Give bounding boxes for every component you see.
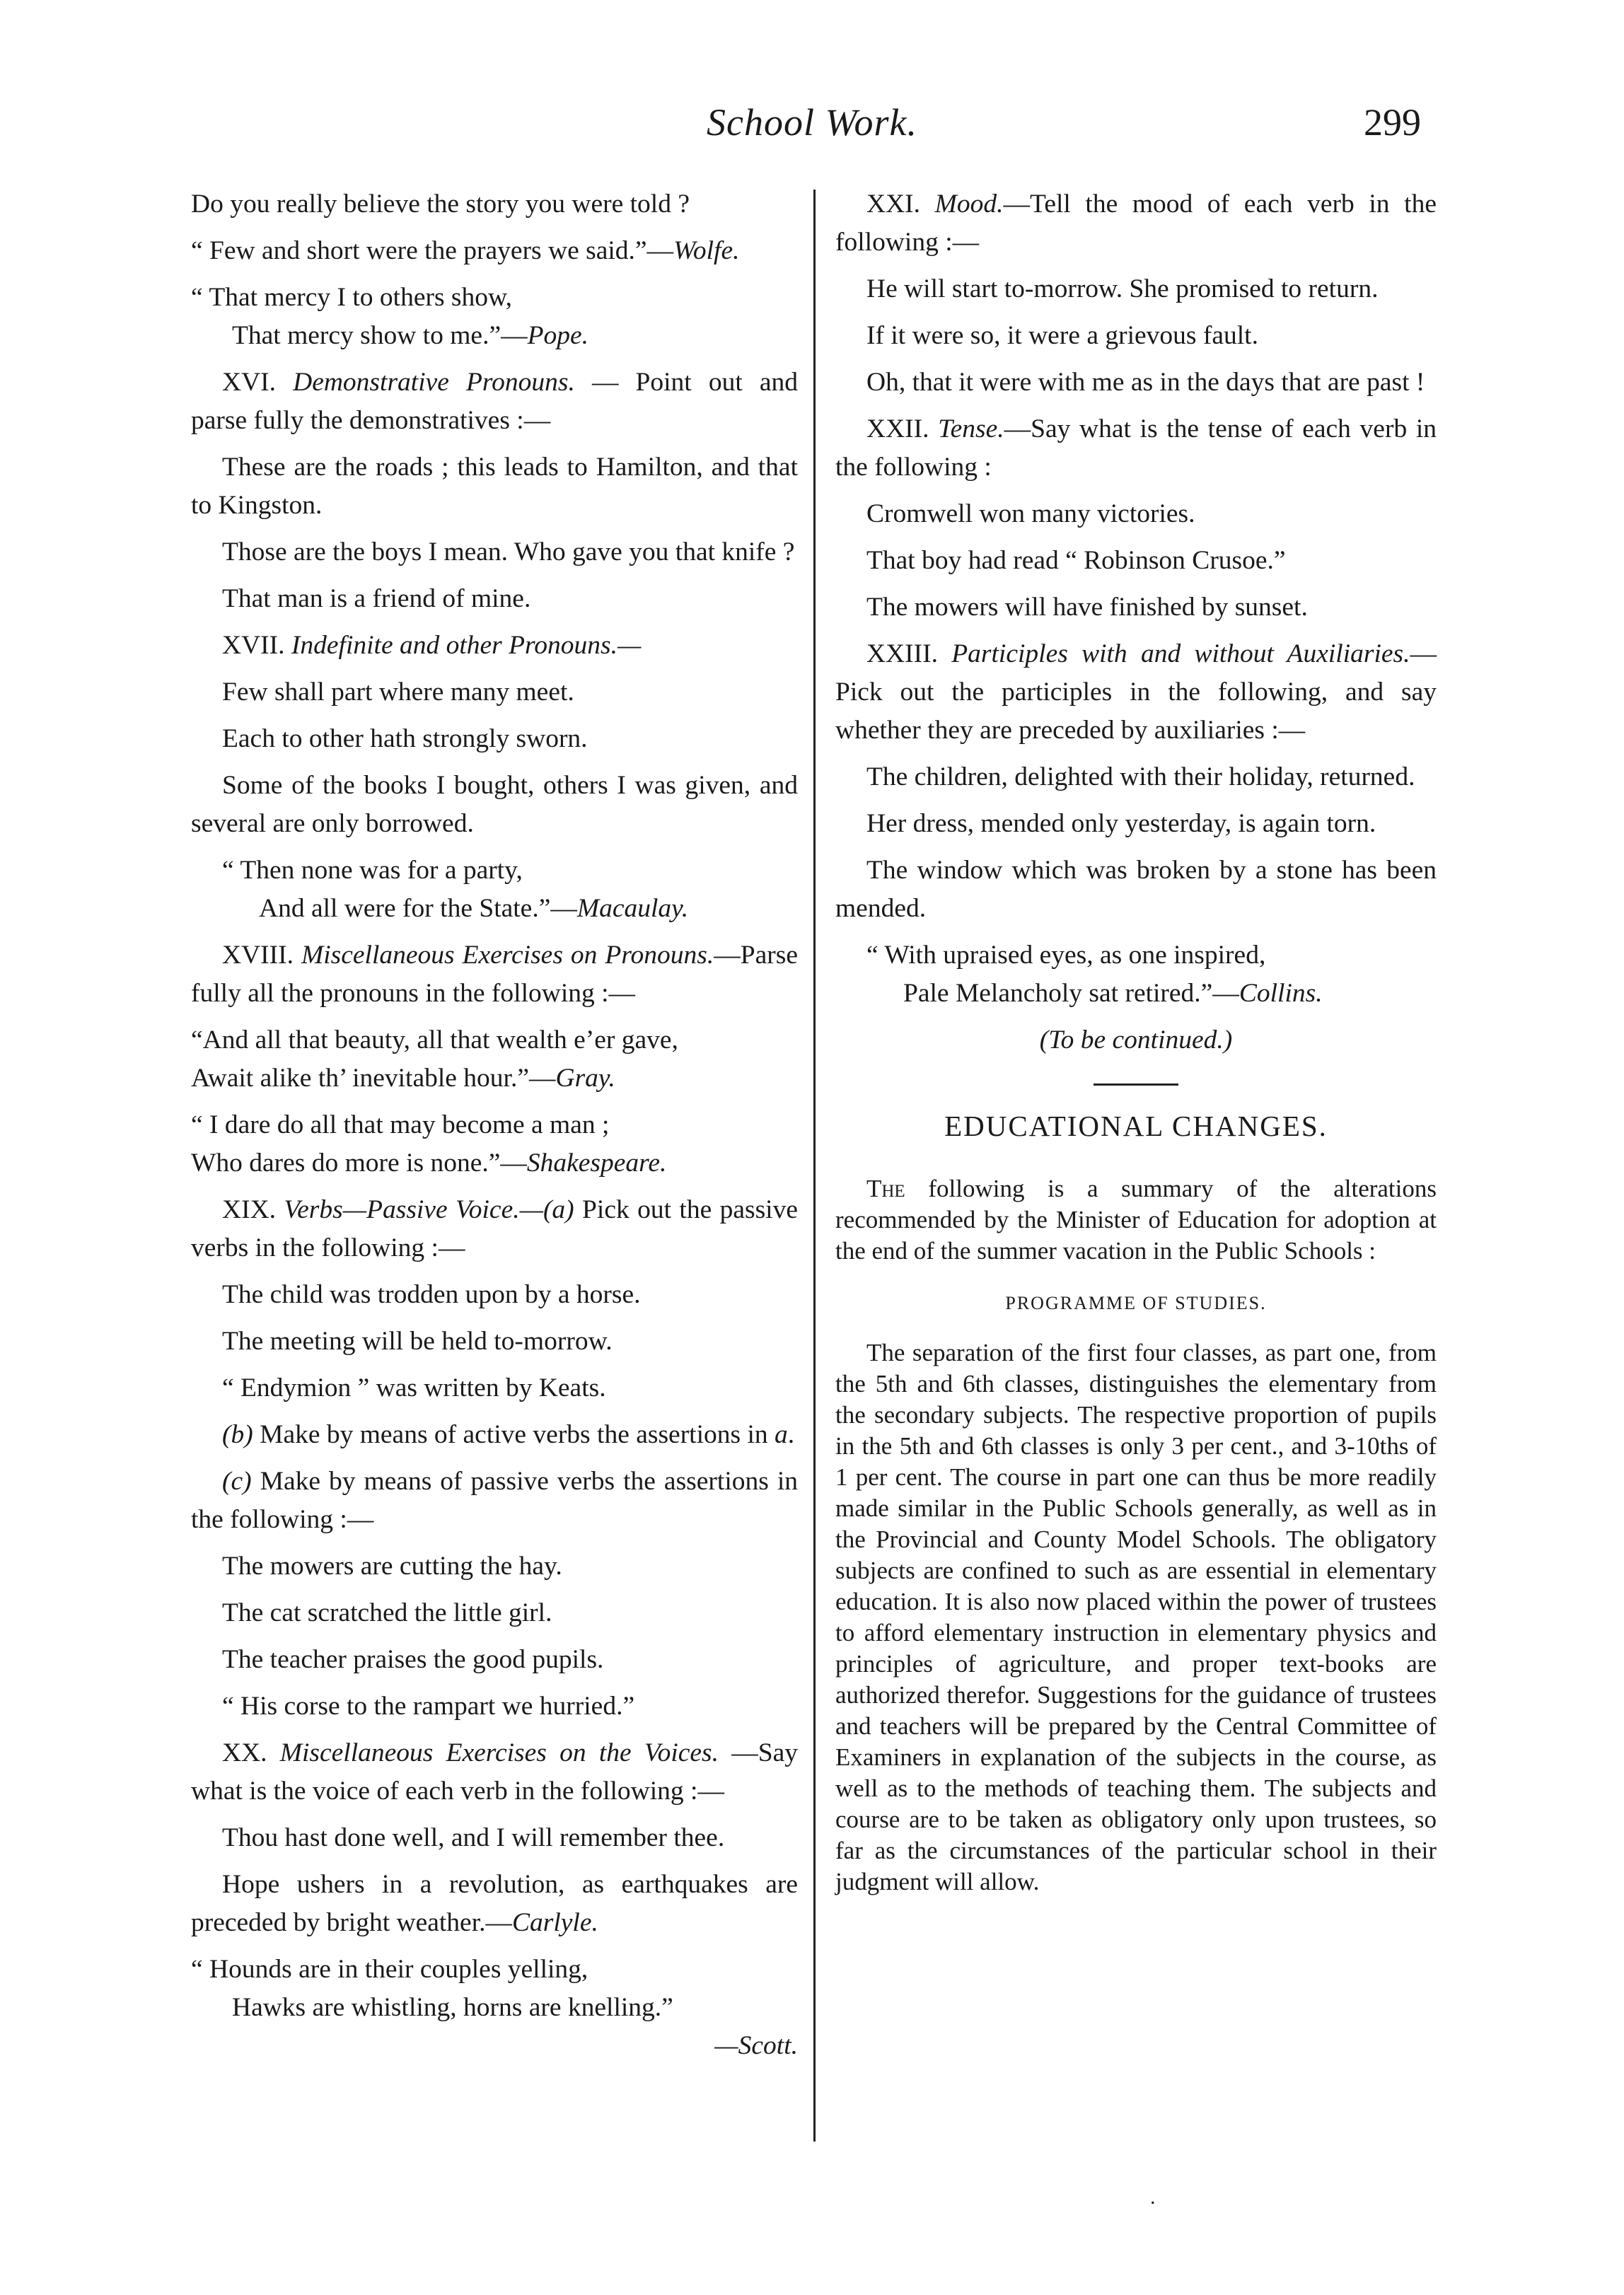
example-line: Those are the boys I mean. Who gave you that knife ? (222, 538, 795, 567)
quote-pope: “ That mercy I to others show, That mercy show to me.”—Pope. (191, 283, 589, 350)
quote-gray: “And all that beauty, all that wealth e’er gave, Await alike th’ inevitable hour.”—Gray. (191, 1026, 678, 1093)
intro-sentence: Do you really believe the story you were told ? (191, 190, 690, 219)
example-line: That man is a friend of mine. (222, 584, 531, 613)
page-number: 299 (1364, 101, 1421, 144)
quote-carlyle: Hope ushers in a revolution, as earthquakes are preceded by bright weather.—Carlyle. (191, 1870, 798, 1937)
bottom-mark: . (1150, 2185, 1156, 2209)
exercise-xx-heading: XX. Miscellaneous Exercises on the Voices. —Say what is the voice of each verb in the following :— (191, 1738, 798, 1806)
example-line: These are the roads ; this leads to Hamilton, and that to Kingston. (191, 453, 798, 520)
example-line: Some of the books I bought, others I was given, and several are only borrowed. (191, 771, 798, 838)
example-line: The window which was broken by a stone has been mended. (835, 856, 1437, 923)
example-line: The mowers are cutting the hay. (222, 1552, 562, 1581)
to-be-continued: (To be continued.) (1039, 1026, 1233, 1054)
quote-macaulay: “ Then none was for a party, And all were for the State.”—Macaulay. (222, 856, 689, 923)
example-line: The teacher praises the good pupils. (222, 1645, 604, 1674)
section-intro: The following is a summary of the alterations recommended by the Minister of Education for adoption at the end of the summer vacation in the Public Schools : (835, 1175, 1437, 1265)
example-line: That boy had read “ Robinson Crusoe.” (866, 546, 1286, 575)
example-line: If it were so, it were a grievous fault. (866, 321, 1258, 350)
example-line: Thou hast done well, and I will remember thee. (222, 1823, 725, 1852)
example-line: Cromwell won many victories. (866, 499, 1195, 528)
example-line: The children, delighted with their holiday, returned. (866, 762, 1415, 791)
right-column (835, 185, 1437, 1906)
example-line: The child was trodden upon by a horse. (222, 1280, 641, 1309)
example-line: He will start to-morrow. She promised to return. (866, 274, 1379, 303)
running-title: School Work. (707, 101, 917, 144)
example-line: Few shall part where many meet. (222, 678, 574, 707)
exercise-xxii-heading: XXII. Tense.—Say what is the tense of each verb in the following : (835, 414, 1437, 482)
exercise-xvii-heading: XVII. Indefinite and other Pronouns.— (222, 631, 642, 660)
subheading: PROGRAMME OF STUDIES. (1005, 1293, 1267, 1313)
example-line: The mowers will have finished by sunset. (866, 593, 1308, 622)
column-divider (813, 190, 816, 2142)
example-line: “ His corse to the rampart we hurried.” (222, 1692, 635, 1721)
example-line: Her dress, mended only yesterday, is again torn. (866, 809, 1376, 838)
example-line: “ Endymion ” was written by Keats. (222, 1373, 606, 1402)
quote-scott: “ Hounds are in their couples yelling, Hawks are whistling, horns are knelling.” —Scott. (191, 1955, 798, 2060)
exercise-xvi-heading: XVI. Demonstrative Pronouns. — Point out and parse fully the demonstratives :— (191, 368, 798, 435)
exercise-xix-heading: XIX. Verbs—Passive Voice.—(a) Pick out the passive verbs in the following :— (191, 1195, 798, 1262)
left-column (191, 185, 798, 2074)
section-body (835, 1173, 1437, 1898)
exercise-xix-c: (c) Make by means of passive verbs the assertions in the following :— (191, 1467, 798, 1534)
example-line: Each to other hath strongly sworn. (222, 724, 588, 753)
exercise-xxiii-heading: XXIII. Participles with and without Auxiliaries.—Pick out the participles in the following, and say whether they are preceded by auxiliaries :— (835, 639, 1437, 745)
quote-shakespeare: “ I dare do all that may become a man ; Who dares do more is none.”—Shakespeare. (191, 1110, 667, 1178)
example-line: The meeting will be held to-morrow. (222, 1327, 613, 1356)
exercise-xviii-heading: XVIII. Miscellaneous Exercises on Pronouns.—Parse fully all the pronouns in the following :— (191, 941, 798, 1008)
section-divider (1094, 1083, 1178, 1086)
example-line: Oh, that it were with me as in the days that are past ! (866, 368, 1425, 397)
quote-wolfe: “ Few and short were the prayers we said.”—Wolfe. (191, 236, 740, 265)
section-heading: EDUCATIONAL CHANGES. (944, 1110, 1328, 1142)
example-line: The cat scratched the little girl. (222, 1598, 552, 1627)
programme-paragraph: The separation of the first four classes, as part one, from the 5th and 6th classes, distinguishes the elementary from the secondary subjects. The respective proportion of pupils in the 5th and 6th classes is only 3 per cent., and 3-10ths of 1 per cent. The course in part one can thus be more readily made similar in the Public Schools generally, as well as in the Provincial and County Model Schools. The obligatory subjects are confined to such as are essential in elementary education. It is also now placed within the power of trustees to afford elementary instruction in elementary physics and principles of agriculture, and proper text-books are authorized therefor. Suggestions for the guidance of trustees and teachers will be prepared by the Central Committee of Examiners in explanation of the subjects in the course, as well as to the methods of teaching them. The subjects and course are to be taken as obligatory only upon trustees, so far as the circumstances of the particular school in their judgment will allow. (835, 1339, 1437, 1895)
exercise-xix-b: (b) Make by means of active verbs the assertions in a. (222, 1420, 795, 1449)
quote-collins: “ With upraised eyes, as one inspired, Pale Melancholy sat retired.”—Collins. (866, 941, 1323, 1008)
exercise-xxi-heading: XXI. Mood.—Tell the mood of each verb in the following :— (835, 190, 1437, 257)
